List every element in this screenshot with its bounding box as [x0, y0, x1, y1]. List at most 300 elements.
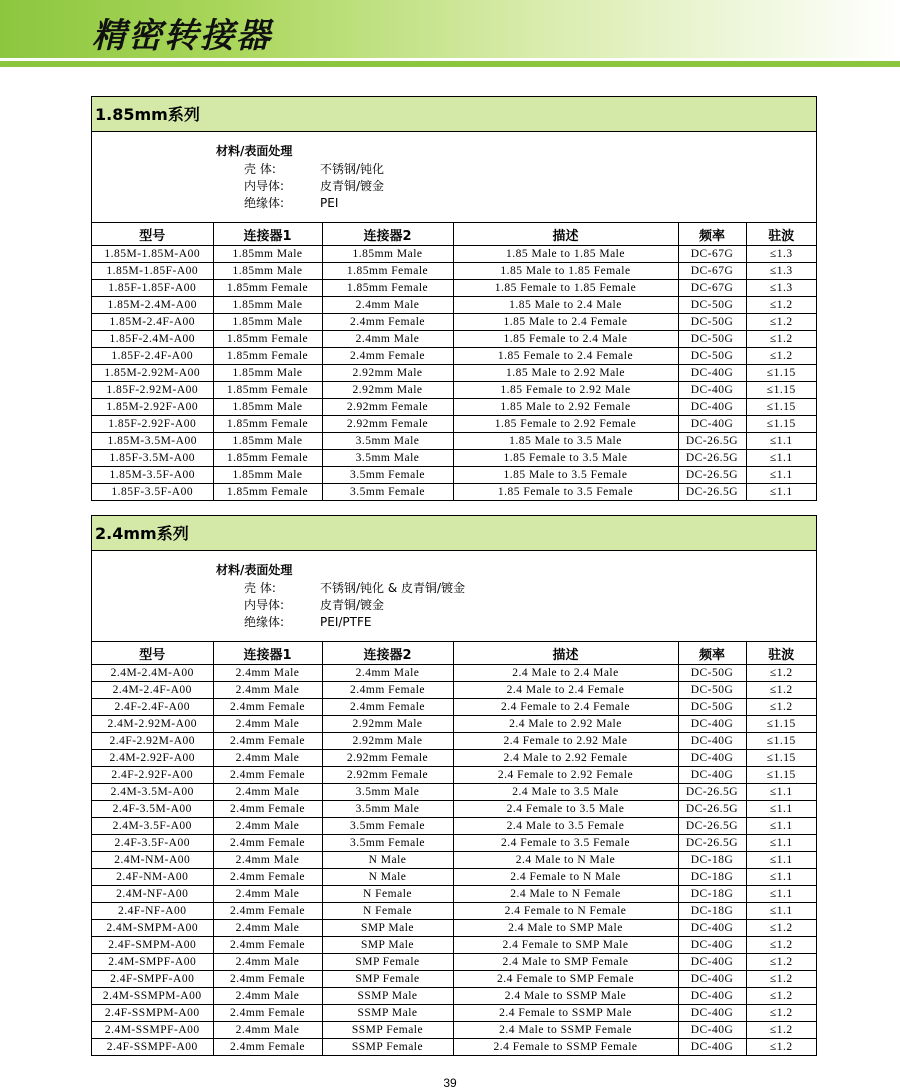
vswr-cell: ≤1.2: [746, 971, 816, 988]
model-cell: 2.4F-3.5M-A00: [92, 801, 213, 818]
material-row: [244, 161, 384, 178]
vswr-cell: ≤1.3: [746, 280, 816, 297]
table-row: [92, 263, 816, 280]
connector2-cell: 3.5mm Male: [322, 433, 453, 450]
frequency-cell: DC-40G: [678, 382, 746, 399]
table-row: [92, 835, 816, 852]
model-cell: 2.4M-SSMPM-A00: [92, 988, 213, 1005]
table-row: [92, 716, 816, 733]
frequency-cell: DC-67G: [678, 246, 746, 263]
table-row: [92, 971, 816, 988]
model-cell: 2.4F-SSMPF-A00: [92, 1039, 213, 1056]
model-cell: 2.4F-3.5F-A00: [92, 835, 213, 852]
connector1-cell: 2.4mm Female: [213, 937, 322, 954]
vswr-cell: ≤1.1: [746, 869, 816, 886]
column-header: 描述: [453, 642, 678, 665]
vswr-cell: ≤1.2: [746, 954, 816, 971]
connector1-cell: 2.4mm Female: [213, 733, 322, 750]
frequency-cell: DC-18G: [678, 903, 746, 920]
connector2-cell: SSMP Female: [322, 1039, 453, 1056]
model-cell: 2.4M-3.5F-A00: [92, 818, 213, 835]
connector1-cell: 1.85mm Male: [213, 365, 322, 382]
vswr-cell: ≤1.15: [746, 767, 816, 784]
connector1-cell: 1.85mm Male: [213, 433, 322, 450]
model-cell: 1.85M-1.85F-A00: [92, 263, 213, 280]
column-header: 型号: [92, 223, 213, 246]
vswr-cell: ≤1.1: [746, 450, 816, 467]
connector1-cell: 1.85mm Female: [213, 348, 322, 365]
table-row: [92, 818, 816, 835]
connector2-cell: 2.92mm Female: [322, 416, 453, 433]
frequency-cell: DC-40G: [678, 971, 746, 988]
model-cell: 2.4M-SMPM-A00: [92, 920, 213, 937]
connector2-cell: SMP Male: [322, 937, 453, 954]
frequency-cell: DC-26.5G: [678, 433, 746, 450]
model-cell: 1.85M-2.92M-A00: [92, 365, 213, 382]
frequency-cell: DC-40G: [678, 399, 746, 416]
table-row: [92, 954, 816, 971]
table-row: [92, 665, 816, 682]
table-row: [92, 297, 816, 314]
model-cell: 1.85F-3.5F-A00: [92, 484, 213, 501]
material-value: 皮青铜/镀金: [320, 179, 385, 193]
frequency-cell: DC-50G: [678, 682, 746, 699]
description-cell: 1.85 Male to 2.4 Female: [453, 314, 678, 331]
column-header: 连接器1: [213, 642, 322, 665]
table-row: [92, 937, 816, 954]
description-cell: 1.85 Male to 2.92 Male: [453, 365, 678, 382]
table-row: [92, 348, 816, 365]
vswr-cell: ≤1.2: [746, 920, 816, 937]
model-cell: 2.4M-NF-A00: [92, 886, 213, 903]
frequency-cell: DC-50G: [678, 314, 746, 331]
connector2-cell: 2.4mm Male: [322, 297, 453, 314]
vswr-cell: ≤1.15: [746, 733, 816, 750]
frequency-cell: DC-40G: [678, 954, 746, 971]
description-cell: 2.4 Male to SSMP Female: [453, 1022, 678, 1039]
description-cell: 2.4 Female to SSMP Male: [453, 1005, 678, 1022]
model-cell: 2.4M-2.4M-A00: [92, 665, 213, 682]
connector1-cell: 2.4mm Female: [213, 699, 322, 716]
vswr-cell: ≤1.15: [746, 716, 816, 733]
connector1-cell: 2.4mm Male: [213, 818, 322, 835]
description-cell: 2.4 Male to N Female: [453, 886, 678, 903]
description-cell: 1.85 Female to 3.5 Female: [453, 484, 678, 501]
connector2-cell: 2.92mm Male: [322, 382, 453, 399]
connector1-cell: 2.4mm Male: [213, 988, 322, 1005]
connector1-cell: 2.4mm Male: [213, 1022, 322, 1039]
table-row: [92, 920, 816, 937]
description-cell: 2.4 Female to N Female: [453, 903, 678, 920]
model-cell: 1.85F-2.92F-A00: [92, 416, 213, 433]
model-cell: 1.85M-1.85M-A00: [92, 246, 213, 263]
column-header: 频率: [678, 642, 746, 665]
vswr-cell: ≤1.2: [746, 297, 816, 314]
frequency-cell: DC-40G: [678, 716, 746, 733]
vswr-cell: ≤1.1: [746, 886, 816, 903]
vswr-cell: ≤1.2: [746, 665, 816, 682]
column-header: 频率: [678, 223, 746, 246]
description-cell: 2.4 Male to 2.4 Female: [453, 682, 678, 699]
section-2-4mm: [91, 515, 817, 1056]
connector1-cell: 2.4mm Male: [213, 750, 322, 767]
description-cell: 1.85 Male to 1.85 Female: [453, 263, 678, 280]
material-block: [92, 132, 816, 223]
frequency-cell: DC-40G: [678, 767, 746, 784]
connector2-cell: SMP Male: [322, 920, 453, 937]
description-cell: 2.4 Female to SMP Male: [453, 937, 678, 954]
connector2-cell: 2.4mm Female: [322, 699, 453, 716]
table-row: [92, 733, 816, 750]
material-row: [244, 195, 338, 212]
table-row: [92, 886, 816, 903]
vswr-cell: ≤1.1: [746, 801, 816, 818]
vswr-cell: ≤1.15: [746, 382, 816, 399]
connector1-cell: 2.4mm Female: [213, 869, 322, 886]
model-cell: 1.85M-2.92F-A00: [92, 399, 213, 416]
model-cell: 2.4F-NF-A00: [92, 903, 213, 920]
description-cell: 1.85 Female to 2.92 Female: [453, 416, 678, 433]
header-rule: [0, 61, 900, 67]
description-cell: 1.85 Male to 2.92 Female: [453, 399, 678, 416]
vswr-cell: ≤1.15: [746, 399, 816, 416]
model-cell: 1.85F-2.92M-A00: [92, 382, 213, 399]
connector1-cell: 2.4mm Female: [213, 1039, 322, 1056]
frequency-cell: DC-40G: [678, 416, 746, 433]
description-cell: 1.85 Male to 3.5 Female: [453, 467, 678, 484]
vswr-cell: ≤1.1: [746, 433, 816, 450]
connector2-cell: 3.5mm Female: [322, 467, 453, 484]
frequency-cell: DC-26.5G: [678, 801, 746, 818]
connector2-cell: SSMP Female: [322, 1022, 453, 1039]
frequency-cell: DC-67G: [678, 280, 746, 297]
column-header: 连接器2: [322, 642, 453, 665]
material-row: [244, 614, 371, 631]
table-row: [92, 784, 816, 801]
material-block: [92, 551, 816, 642]
connector1-cell: 2.4mm Female: [213, 801, 322, 818]
table-row: [92, 988, 816, 1005]
connector2-cell: 2.92mm Male: [322, 716, 453, 733]
vswr-cell: ≤1.1: [746, 467, 816, 484]
frequency-cell: DC-40G: [678, 937, 746, 954]
section-title: 2.4mm系列: [92, 516, 816, 551]
vswr-cell: ≤1.1: [746, 835, 816, 852]
table-row: [92, 801, 816, 818]
table-row: [92, 1022, 816, 1039]
description-cell: 1.85 Female to 2.4 Female: [453, 348, 678, 365]
connector2-cell: SSMP Male: [322, 1005, 453, 1022]
page-number: 39: [443, 1076, 457, 1090]
connector1-cell: 1.85mm Male: [213, 467, 322, 484]
model-cell: 2.4M-2.4F-A00: [92, 682, 213, 699]
description-cell: 2.4 Male to SSMP Male: [453, 988, 678, 1005]
vswr-cell: ≤1.15: [746, 365, 816, 382]
table-row: [92, 750, 816, 767]
table-row: [92, 484, 816, 501]
connector2-cell: N Female: [322, 886, 453, 903]
description-cell: 1.85 Male to 1.85 Male: [453, 246, 678, 263]
frequency-cell: DC-40G: [678, 750, 746, 767]
vswr-cell: ≤1.1: [746, 852, 816, 869]
material-row: [244, 178, 384, 195]
page-title: 精密转接器: [92, 16, 272, 56]
table-row: [92, 331, 816, 348]
table-row: [92, 682, 816, 699]
connector2-cell: 2.92mm Female: [322, 767, 453, 784]
column-header: 驻波: [746, 642, 816, 665]
connector1-cell: 2.4mm Male: [213, 886, 322, 903]
description-cell: 2.4 Male to SMP Male: [453, 920, 678, 937]
description-cell: 2.4 Male to 2.92 Male: [453, 716, 678, 733]
model-cell: 1.85F-1.85F-A00: [92, 280, 213, 297]
vswr-cell: ≤1.3: [746, 246, 816, 263]
table-row: [92, 1005, 816, 1022]
frequency-cell: DC-50G: [678, 665, 746, 682]
vswr-cell: ≤1.1: [746, 784, 816, 801]
vswr-cell: ≤1.2: [746, 1022, 816, 1039]
table-row: [92, 767, 816, 784]
material-value: PEI/PTFE: [320, 615, 372, 629]
section-title: 1.85mm系列: [92, 97, 816, 132]
frequency-cell: DC-18G: [678, 852, 746, 869]
model-cell: 2.4F-2.4F-A00: [92, 699, 213, 716]
material-label: 壳 体:: [244, 581, 276, 595]
frequency-cell: DC-40G: [678, 1005, 746, 1022]
frequency-cell: DC-50G: [678, 348, 746, 365]
material-row: [244, 597, 384, 614]
frequency-cell: DC-18G: [678, 869, 746, 886]
description-cell: 2.4 Female to SSMP Female: [453, 1039, 678, 1056]
material-label: 内导体:: [244, 179, 285, 193]
model-cell: 1.85F-3.5M-A00: [92, 450, 213, 467]
table-header-row: [92, 642, 816, 665]
connector1-cell: 2.4mm Female: [213, 903, 322, 920]
model-cell: 2.4M-NM-A00: [92, 852, 213, 869]
frequency-cell: DC-26.5G: [678, 835, 746, 852]
connector2-cell: N Male: [322, 869, 453, 886]
column-header: 驻波: [746, 223, 816, 246]
description-cell: 1.85 Female to 2.92 Male: [453, 382, 678, 399]
vswr-cell: ≤1.2: [746, 348, 816, 365]
model-cell: 2.4F-SSMPM-A00: [92, 1005, 213, 1022]
material-value: PEI: [320, 196, 339, 210]
material-value: 不锈钢/钝化 & 皮青铜/镀金: [320, 581, 466, 595]
connector1-cell: 1.85mm Male: [213, 314, 322, 331]
connector1-cell: 1.85mm Female: [213, 382, 322, 399]
table-row: [92, 903, 816, 920]
frequency-cell: DC-26.5G: [678, 818, 746, 835]
table-row: [92, 246, 816, 263]
frequency-cell: DC-40G: [678, 988, 746, 1005]
table-row: [92, 1039, 816, 1056]
connector1-cell: 1.85mm Male: [213, 263, 322, 280]
model-cell: 1.85M-2.4M-A00: [92, 297, 213, 314]
connector1-cell: 2.4mm Male: [213, 954, 322, 971]
frequency-cell: DC-26.5G: [678, 450, 746, 467]
connector2-cell: 2.4mm Male: [322, 665, 453, 682]
connector1-cell: 2.4mm Male: [213, 852, 322, 869]
vswr-cell: ≤1.2: [769, 1041, 793, 1053]
model-cell: 2.4F-2.92M-A00: [92, 733, 213, 750]
connector1-cell: 2.4mm Male: [213, 920, 322, 937]
model-cell: 1.85M-3.5F-A00: [92, 467, 213, 484]
model-cell: 2.4M-SMPF-A00: [92, 954, 213, 971]
description-cell: 2.4 Female to 2.4 Female: [453, 699, 678, 716]
connector1-cell: 1.85mm Female: [213, 280, 322, 297]
vswr-cell: ≤1.1: [746, 818, 816, 835]
vswr-cell: ≤1.2: [746, 988, 816, 1005]
description-cell: 2.4 Female to 2.92 Male: [453, 733, 678, 750]
connector1-cell: 2.4mm Male: [213, 716, 322, 733]
material-row: [244, 580, 465, 597]
frequency-cell: DC-26.5G: [678, 784, 746, 801]
connector1-cell: 1.85mm Female: [213, 331, 322, 348]
frequency-cell: DC-40G: [678, 1022, 746, 1039]
description-cell: 1.85 Male to 3.5 Male: [453, 433, 678, 450]
model-cell: 1.85M-3.5M-A00: [92, 433, 213, 450]
frequency-cell: DC-26.5G: [678, 484, 746, 501]
model-cell: 1.85M-2.4F-A00: [92, 314, 213, 331]
connector1-cell: 1.85mm Male: [213, 246, 322, 263]
connector2-cell: 3.5mm Female: [322, 484, 453, 501]
spec-table: [92, 642, 816, 1055]
model-cell: 2.4M-2.92F-A00: [92, 750, 213, 767]
vswr-cell: ≤1.2: [746, 1005, 816, 1022]
description-cell: 2.4 Female to 2.92 Female: [453, 767, 678, 784]
description-cell: 2.4 Male to 2.4 Male: [453, 665, 678, 682]
connector2-cell: N Female: [322, 903, 453, 920]
description-cell: 2.4 Female to N Male: [453, 869, 678, 886]
connector2-cell: 1.85mm Female: [322, 280, 453, 297]
model-cell: 1.85F-2.4F-A00: [92, 348, 213, 365]
connector1-cell: 1.85mm Female: [213, 484, 322, 501]
vswr-cell: ≤1.2: [746, 682, 816, 699]
table-row: [92, 416, 816, 433]
connector1-cell: 2.4mm Female: [213, 971, 322, 988]
frequency-cell: DC-50G: [678, 699, 746, 716]
model-cell: 1.85F-2.4M-A00: [92, 331, 213, 348]
column-header: 连接器2: [322, 223, 453, 246]
model-cell: 2.4M-2.92M-A00: [92, 716, 213, 733]
description-cell: 1.85 Female to 1.85 Female: [453, 280, 678, 297]
connector2-cell: 2.92mm Male: [322, 733, 453, 750]
connector2-cell: 2.4mm Female: [322, 314, 453, 331]
model-cell: 2.4M-SSMPF-A00: [92, 1022, 213, 1039]
model-cell: 2.4F-2.92F-A00: [92, 767, 213, 784]
table-row: [92, 699, 816, 716]
material-label: 壳 体:: [244, 162, 276, 176]
connector1-cell: 2.4mm Female: [213, 767, 322, 784]
model-cell: 2.4F-NM-A00: [92, 869, 213, 886]
description-cell: 2.4 Male to N Male: [453, 852, 678, 869]
frequency-cell: DC-40G: [678, 920, 746, 937]
connector2-cell: 3.5mm Female: [322, 835, 453, 852]
model-cell: 2.4F-SMPM-A00: [92, 937, 213, 954]
material-label: 绝缘体:: [244, 615, 285, 629]
connector1-cell: 1.85mm Female: [213, 450, 322, 467]
column-header: 型号: [92, 642, 213, 665]
material-label: 绝缘体:: [244, 196, 285, 210]
connector1-cell: 1.85mm Male: [213, 399, 322, 416]
connector2-cell: SMP Female: [322, 954, 453, 971]
vswr-cell: ≤1.15: [746, 416, 816, 433]
vswr-cell: ≤1.15: [746, 750, 816, 767]
connector2-cell: 3.5mm Female: [322, 818, 453, 835]
connector2-cell: 1.85mm Male: [322, 246, 453, 263]
table-row: [92, 314, 816, 331]
table-row: [92, 869, 816, 886]
table-row: [92, 467, 816, 484]
description-cell: 2.4 Female to 3.5 Female: [453, 835, 678, 852]
connector2-cell: 1.85mm Female: [322, 263, 453, 280]
connector2-cell: N Male: [322, 852, 453, 869]
description-cell: 2.4 Male to 3.5 Female: [453, 818, 678, 835]
frequency-cell: DC-40G: [678, 365, 746, 382]
description-cell: 1.85 Female to 3.5 Male: [453, 450, 678, 467]
connector2-cell: 2.4mm Female: [322, 682, 453, 699]
connector2-cell: 3.5mm Male: [322, 801, 453, 818]
connector1-cell: 2.4mm Male: [213, 682, 322, 699]
table-row: [92, 365, 816, 382]
connector2-cell: 3.5mm Male: [322, 784, 453, 801]
frequency-cell: DC-18G: [678, 886, 746, 903]
column-header: 连接器1: [213, 223, 322, 246]
model-cell: 2.4M-3.5M-A00: [92, 784, 213, 801]
vswr-cell: ≤1.1: [769, 486, 793, 498]
connector2-cell: 2.92mm Male: [322, 365, 453, 382]
section-1-85mm: [91, 96, 817, 501]
material-label: 内导体:: [244, 598, 285, 612]
table-row: [92, 433, 816, 450]
vswr-cell: ≤1.2: [746, 937, 816, 954]
vswr-cell: ≤1.2: [746, 331, 816, 348]
frequency-cell: DC-67G: [678, 263, 746, 280]
connector2-cell: 2.4mm Male: [322, 331, 453, 348]
vswr-cell: ≤1.2: [746, 314, 816, 331]
description-cell: 2.4 Male to 2.92 Female: [453, 750, 678, 767]
connector2-cell: 3.5mm Male: [322, 450, 453, 467]
model-cell: 2.4F-SMPF-A00: [92, 971, 213, 988]
material-title: 材料/表面处理: [216, 144, 293, 158]
vswr-cell: ≤1.3: [746, 263, 816, 280]
table-row: [92, 399, 816, 416]
connector2-cell: 2.92mm Female: [322, 399, 453, 416]
table-row: [92, 450, 816, 467]
connector1-cell: 2.4mm Female: [213, 1005, 322, 1022]
connector1-cell: 2.4mm Female: [213, 835, 322, 852]
connector2-cell: SMP Female: [322, 971, 453, 988]
connector2-cell: 2.92mm Female: [322, 750, 453, 767]
material-value: 不锈钢/钝化: [320, 162, 385, 176]
table-header-row: [92, 223, 816, 246]
description-cell: 1.85 Male to 2.4 Male: [453, 297, 678, 314]
frequency-cell: DC-40G: [678, 733, 746, 750]
connector2-cell: 2.4mm Female: [322, 348, 453, 365]
table-row: [92, 852, 816, 869]
vswr-cell: ≤1.2: [746, 699, 816, 716]
frequency-cell: DC-50G: [678, 331, 746, 348]
table-row: [92, 382, 816, 399]
spec-table: [92, 223, 816, 500]
frequency-cell: DC-26.5G: [678, 467, 746, 484]
table-row: [92, 280, 816, 297]
material-value: 皮青铜/镀金: [320, 598, 385, 612]
description-cell: 2.4 Female to 3.5 Male: [453, 801, 678, 818]
connector2-cell: SSMP Male: [322, 988, 453, 1005]
description-cell: 2.4 Male to SMP Female: [453, 954, 678, 971]
frequency-cell: DC-40G: [678, 1039, 746, 1056]
